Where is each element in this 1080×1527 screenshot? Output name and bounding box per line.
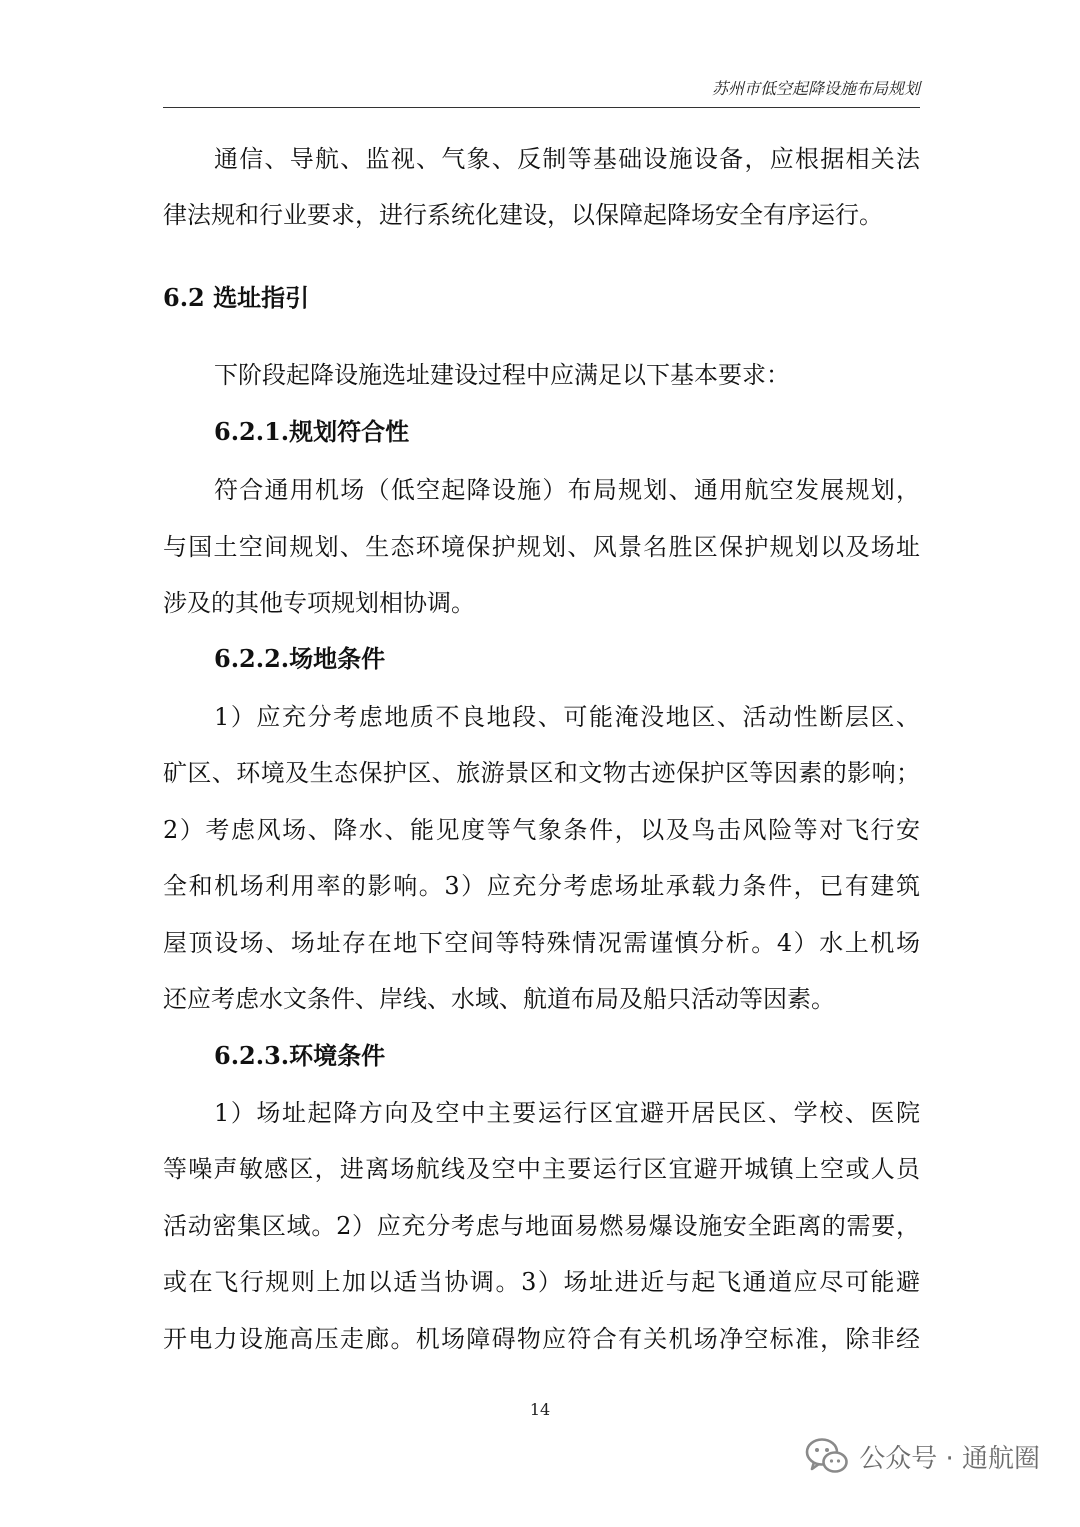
section-heading-6-2-2: 6.2.2.场地条件: [214, 644, 386, 673]
paragraph-line: 1）应充分考虑地质不良地段、可能淹没地区、活动性断层区、: [214, 703, 920, 731]
paragraph-line: 或在飞行规则上加以适当协调。3）场址进近与起飞通道应尽可能避: [163, 1268, 920, 1296]
paragraph-line: 矿区、环境及生态保护区、旅游景区和文物古迹保护区等因素的影响；: [163, 759, 920, 787]
paragraph-line: 还应考虑水文条件、岸线、水域、航道布局及船只活动等因素。: [163, 985, 835, 1013]
paragraph-line: 活动密集区域。2）应充分考虑与地面易燃易爆设施安全距离的需要，: [163, 1212, 920, 1240]
paragraph-line: 屋顶设场、场址存在地下空间等特殊情况需谨慎分析。4）水上机场: [163, 929, 920, 957]
paragraph-line: 律法规和行业要求，进行系统化建设，以保障起降场安全有序运行。: [163, 201, 883, 229]
page-number: 14: [529, 1400, 551, 1419]
section-heading-6-2-1: 6.2.1.规划符合性: [214, 417, 410, 446]
watermark: [805, 1434, 1040, 1478]
paragraph-line: 2）考虑风场、降水、能见度等气象条件，以及鸟击风险等对飞行安: [163, 816, 920, 844]
section-heading-6-2: 6.2 选址指引: [163, 283, 310, 312]
paragraph-line: 符合通用机场（低空起降设施）布局规划、通用航空发展规划，: [214, 476, 920, 504]
paragraph-line: 涉及的其他专项规划相协调。: [163, 589, 475, 617]
watermark-text: 公众号 · 通航圈: [859, 1443, 1040, 1474]
section-heading-6-2-3: 6.2.3.环境条件: [214, 1041, 386, 1070]
paragraph-line: 开电力设施高压走廊。机场障碍物应符合有关机场净空标准，除非经: [163, 1325, 920, 1353]
paragraph-line: 1）场址起降方向及空中主要运行区宜避开居民区、学校、医院: [214, 1099, 920, 1127]
paragraph-line: 下阶段起降设施选址建设过程中应满足以下基本要求：: [214, 361, 790, 389]
page-header-title: 苏州市低空起降设施布局规划: [711, 79, 920, 98]
paragraph-line: 通信、导航、监视、气象、反制等基础设施设备，应根据相关法: [214, 145, 920, 173]
wechat-icon: [805, 1436, 849, 1476]
paragraph-line: 等噪声敏感区，进离场航线及空中主要运行区宜避开城镇上空或人员: [163, 1155, 920, 1183]
header-divider: [163, 107, 920, 108]
paragraph-line: 与国土空间规划、生态环境保护规划、风景名胜区保护规划以及场址: [163, 533, 920, 561]
paragraph-line: 全和机场利用率的影响。3）应充分考虑场址承载力条件，已有建筑: [163, 872, 920, 900]
